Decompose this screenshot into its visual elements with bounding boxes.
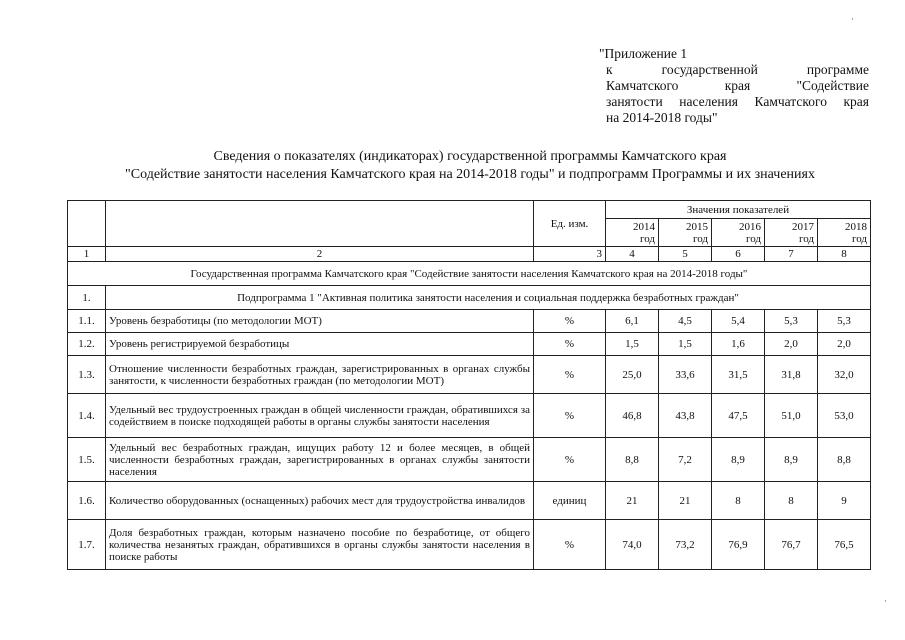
row-value: 2,0 — [818, 333, 871, 356]
header-year: 2018 год — [818, 219, 871, 247]
header-unit: Ед. изм. — [534, 201, 606, 247]
row-name: Количество оборудованных (оснащенных) рабочих мест для трудоустройства инвалидов — [106, 482, 534, 520]
row-name: Удельный вес безработных граждан, ищущих работу 12 и более месяцев, в общей численности безработных граждан, зарегистрированных в органах службы занятости населения — [106, 438, 534, 482]
table-row — [68, 356, 871, 394]
row-unit: % — [534, 520, 606, 570]
row-value: 4,5 — [659, 310, 712, 333]
title-line-2: "Содействие занятости населения Камчатского края на 2014-2018 годы" и подпрограмм Программы и их значениях — [125, 167, 815, 182]
row-unit: % — [534, 310, 606, 333]
row-name: Отношение численности безработных граждан, зарегистрированных в органах службы занятости, к численности безработных граждан (по методологии МОТ) — [106, 356, 534, 394]
row-value: 8,8 — [606, 438, 659, 482]
row-value: 21 — [606, 482, 659, 520]
row-name: Уровень регистрируемой безработицы — [106, 333, 534, 356]
row-value: 76,7 — [765, 520, 818, 570]
scan-speck: · — [851, 14, 854, 24]
header-year: 2017 год — [765, 219, 818, 247]
row-num: 1.5. — [68, 438, 106, 482]
row-name: Удельный вес трудоустроенных граждан в общей численности граждан, обратившихся за содействием в поиске подходящей работы в органы службы занятости населения — [106, 394, 534, 438]
table-row — [68, 438, 871, 482]
row-value: 2,0 — [765, 333, 818, 356]
row-value: 33,6 — [659, 356, 712, 394]
row-value: 7,2 — [659, 438, 712, 482]
row-value: 32,0 — [818, 356, 871, 394]
table-row — [68, 482, 871, 520]
row-value: 47,5 — [712, 394, 765, 438]
row-value: 76,9 — [712, 520, 765, 570]
row-value: 5,3 — [765, 310, 818, 333]
column-number: 3 — [534, 247, 606, 262]
row-value: 8,8 — [818, 438, 871, 482]
row-value: 73,2 — [659, 520, 712, 570]
table-row — [68, 520, 871, 570]
row-value: 8,9 — [765, 438, 818, 482]
row-unit: % — [534, 438, 606, 482]
annex-line: к государственной программе — [606, 62, 869, 77]
row-name: Доля безработных граждан, которым назначено пособие по безработице, от общего количества незанятых граждан, обратившихся в органы службы занятости населения в поиске работы — [106, 520, 534, 570]
row-value: 1,6 — [712, 333, 765, 356]
table-row — [68, 310, 871, 333]
scan-speck: · — [884, 596, 887, 606]
row-unit: % — [534, 333, 606, 356]
annex-line: на 2014-2018 годы" — [606, 110, 718, 125]
column-number: 8 — [818, 247, 871, 262]
row-value: 31,8 — [765, 356, 818, 394]
row-num: 1.6. — [68, 482, 106, 520]
header-year: 2014 год — [606, 219, 659, 247]
row-num: 1.1. — [68, 310, 106, 333]
header-year: 2016 год — [712, 219, 765, 247]
row-value: 5,4 — [712, 310, 765, 333]
annex-first-line: "Приложение 1 — [599, 46, 688, 61]
row-unit: единиц — [534, 482, 606, 520]
row-num: 1.2. — [68, 333, 106, 356]
row-value: 43,8 — [659, 394, 712, 438]
column-number: 1 — [68, 247, 106, 262]
row-value: 8 — [712, 482, 765, 520]
column-number: 5 — [659, 247, 712, 262]
row-value: 21 — [659, 482, 712, 520]
row-value: 25,0 — [606, 356, 659, 394]
subprogram-num: 1. — [68, 286, 106, 310]
indicators-table — [67, 200, 871, 570]
row-value: 1,5 — [659, 333, 712, 356]
subprogram-title: Подпрограмма 1 "Активная политика занятости населения и социальная поддержка безработных граждан" — [106, 286, 871, 310]
column-number: 4 — [606, 247, 659, 262]
header-name-cell — [106, 201, 534, 247]
row-num: 1.3. — [68, 356, 106, 394]
row-unit: % — [534, 356, 606, 394]
row-value: 8 — [765, 482, 818, 520]
annex-line: Камчатского края "Содействие — [606, 78, 869, 93]
table-row — [68, 333, 871, 356]
row-num: 1.4. — [68, 394, 106, 438]
document-title — [60, 148, 880, 184]
row-name: Уровень безработицы (по методологии МОТ) — [106, 310, 534, 333]
column-number: 7 — [765, 247, 818, 262]
row-value: 8,9 — [712, 438, 765, 482]
row-value: 46,8 — [606, 394, 659, 438]
column-number: 6 — [712, 247, 765, 262]
row-value: 9 — [818, 482, 871, 520]
header-values-caption: Значения показателей — [606, 201, 871, 219]
row-value: 51,0 — [765, 394, 818, 438]
row-value: 5,3 — [818, 310, 871, 333]
row-value: 6,1 — [606, 310, 659, 333]
row-value: 76,5 — [818, 520, 871, 570]
row-value: 1,5 — [606, 333, 659, 356]
row-value: 74,0 — [606, 520, 659, 570]
header-num-cell — [68, 201, 106, 247]
table-row — [68, 394, 871, 438]
header-year: 2015 год — [659, 219, 712, 247]
annex-header — [599, 46, 869, 126]
title-line-1: Сведения о показателях (индикаторах) государственной программы Камчатского края — [213, 149, 727, 164]
column-number: 2 — [106, 247, 534, 262]
row-unit: % — [534, 394, 606, 438]
row-num: 1.7. — [68, 520, 106, 570]
annex-line: занятости населения Камчатского края — [606, 94, 869, 109]
row-value: 53,0 — [818, 394, 871, 438]
row-value: 31,5 — [712, 356, 765, 394]
program-row: Государственная программа Камчатского края "Содействие занятости населения Камчатского края на 2014-2018 годы" — [68, 262, 871, 286]
